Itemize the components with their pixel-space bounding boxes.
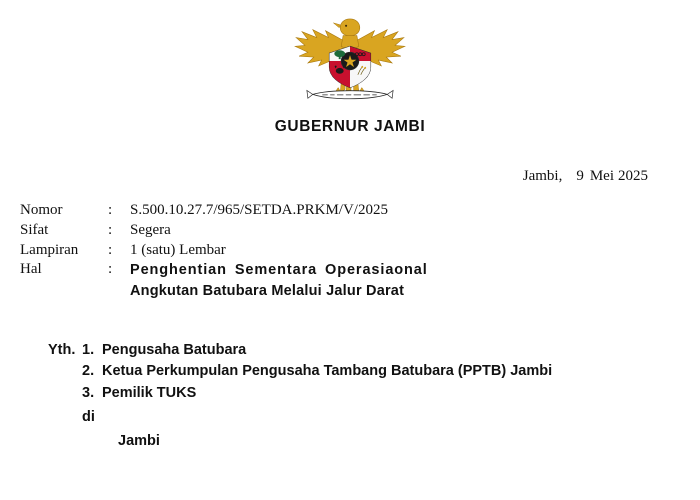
recipients-city: Jambi	[118, 432, 160, 449]
list-item	[82, 361, 686, 383]
list-item-label: Pemilik TUKS	[102, 385, 197, 402]
meta-label-nomor: Nomor	[20, 202, 63, 218]
meta-row-hal	[20, 260, 686, 301]
page-title: GUBERNUR JAMBI	[274, 118, 426, 135]
subject-line-2: Angkutan Batubara Melalui Jalur Darat	[130, 282, 405, 299]
date-month: Mei	[589, 168, 614, 184]
place-date-line	[14, 168, 686, 185]
letter-meta-block	[14, 201, 686, 302]
meta-label-sifat: Sifat	[20, 221, 49, 238]
list-item-label: Pengusaha Batubara	[102, 341, 247, 358]
place-city: Jambi,	[522, 168, 563, 184]
date-day: 9	[576, 168, 584, 184]
meta-label-lampiran: Lampiran	[20, 241, 79, 258]
subject-line-1: Penghentian Sementara Operasiaonal	[130, 262, 428, 279]
meta-value-nomor: S.500.10.27.7/965/SETDA.PRKM/V/2025	[130, 202, 388, 218]
meta-value-sifat: Segera	[130, 221, 171, 238]
meta-colon-nomor: :	[108, 202, 113, 218]
recipients-di-label: di	[82, 408, 95, 425]
list-item-number: 3.	[82, 385, 95, 402]
recipients-head	[48, 340, 686, 405]
meta-value-lampiran: 1 (satu) Lembar	[130, 241, 226, 258]
meta-value-hal	[130, 260, 686, 301]
garuda-pancasila-emblem	[291, 16, 409, 112]
meta-row-sifat	[20, 221, 686, 241]
list-item-label: Ketua Perkumpulan Pengusaha Tambang Batubara (PPTB) Jambi	[102, 363, 553, 380]
list-item-number: 1.	[82, 341, 95, 358]
list-item	[82, 383, 686, 405]
list-item	[82, 340, 686, 362]
date-year: 2025	[618, 168, 648, 184]
meta-colon-sifat: :	[108, 221, 113, 238]
meta-row-nomor	[20, 201, 686, 221]
recipients-yth-label: Yth.	[48, 341, 76, 358]
emblem-container	[14, 0, 686, 112]
recipients-list	[82, 340, 686, 405]
recipients-block	[14, 340, 686, 453]
meta-label-hal: Hal	[20, 261, 42, 278]
meta-colon-lampiran: :	[108, 241, 113, 258]
meta-colon-hal: :	[108, 261, 113, 278]
meta-row-lampiran	[20, 241, 686, 261]
list-item-number: 2.	[82, 363, 95, 380]
